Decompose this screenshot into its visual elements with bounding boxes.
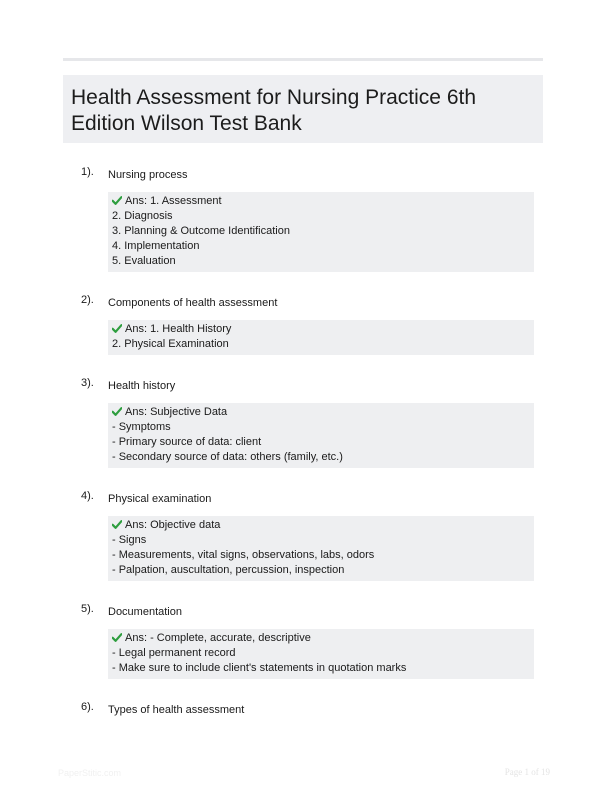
question-row [63,700,543,720]
title-banner [63,75,543,143]
answer-line [112,322,530,337]
question-text: Physical examination [108,493,212,505]
question-number: 2). [81,294,94,306]
answer-line [112,533,530,548]
footer-page-number: Page 1 of 19 [504,767,550,777]
answer-line [112,224,530,239]
answer-text: 5. Evaluation [112,255,176,267]
question-item [63,376,543,468]
question-number: 4). [81,490,94,502]
question-row [63,489,543,509]
top-divider [63,58,543,61]
answer-box [108,516,534,581]
answer-line [112,405,530,420]
answer-text: - Primary source of data: client [112,436,262,448]
answer-box [108,192,534,272]
question-item [63,489,543,581]
document-title: Health Assessment for Nursing Practice 6th Edition Wilson Test Bank [71,86,477,135]
check-icon [112,520,122,529]
answer-line [112,548,530,563]
answer-text: Ans: 1. Assessment [125,195,222,207]
answer-text: - Palpation, auscultation, percussion, inspection [112,564,345,576]
answer-line [112,450,530,465]
check-icon [112,196,122,205]
answer-box [108,403,534,468]
answer-line [112,420,530,435]
answer-text: - Measurements, vital signs, observations, labs, odors [112,549,375,561]
answer-text: - Legal permanent record [112,647,236,659]
answer-text: 2. Physical Examination [112,338,229,350]
check-icon [112,324,122,333]
answer-line [112,518,530,533]
answer-box [108,320,534,355]
question-item [63,165,543,272]
question-text: Components of health assessment [108,297,278,309]
question-list [63,165,543,720]
answer-line [112,646,530,661]
answer-line [112,631,530,646]
answer-line [112,239,530,254]
answer-line [112,254,530,269]
answer-text: 3. Planning & Outcome Identification [112,225,290,237]
question-number: 6). [81,701,94,713]
answer-text: Ans: Objective data [125,519,221,531]
question-item [63,700,543,720]
question-text: Types of health assessment [108,704,245,716]
question-item [63,602,543,679]
question-text: Nursing process [108,169,188,181]
question-row [63,602,543,622]
question-number: 1). [81,166,94,178]
question-item [63,293,543,355]
answer-line [112,563,530,578]
answer-line [112,661,530,676]
answer-text: 2. Diagnosis [112,210,173,222]
footer-site: PaperStitic.com [58,768,122,778]
answer-text: - Symptoms [112,421,171,433]
answer-line [112,435,530,450]
question-row [63,293,543,313]
question-text: Documentation [108,606,182,618]
answer-text: - Signs [112,534,147,546]
question-number: 5). [81,603,94,615]
question-row [63,165,543,185]
question-text: Health history [108,380,176,392]
answer-line [112,209,530,224]
answer-text: Ans: - Complete, accurate, descriptive [125,632,311,644]
check-icon [112,633,122,642]
answer-text: 4. Implementation [112,240,200,252]
answer-text: Ans: Subjective Data [125,406,228,418]
answer-text: Ans: 1. Health History [125,323,232,335]
answer-text: - Make sure to include client's statements in quotation marks [112,662,407,674]
answer-line [112,194,530,209]
answer-line [112,337,530,352]
question-number: 3). [81,377,94,389]
question-row [63,376,543,396]
answer-text: - Secondary source of data: others (family, etc.) [112,451,343,463]
answer-box [108,629,534,679]
check-icon [112,407,122,416]
